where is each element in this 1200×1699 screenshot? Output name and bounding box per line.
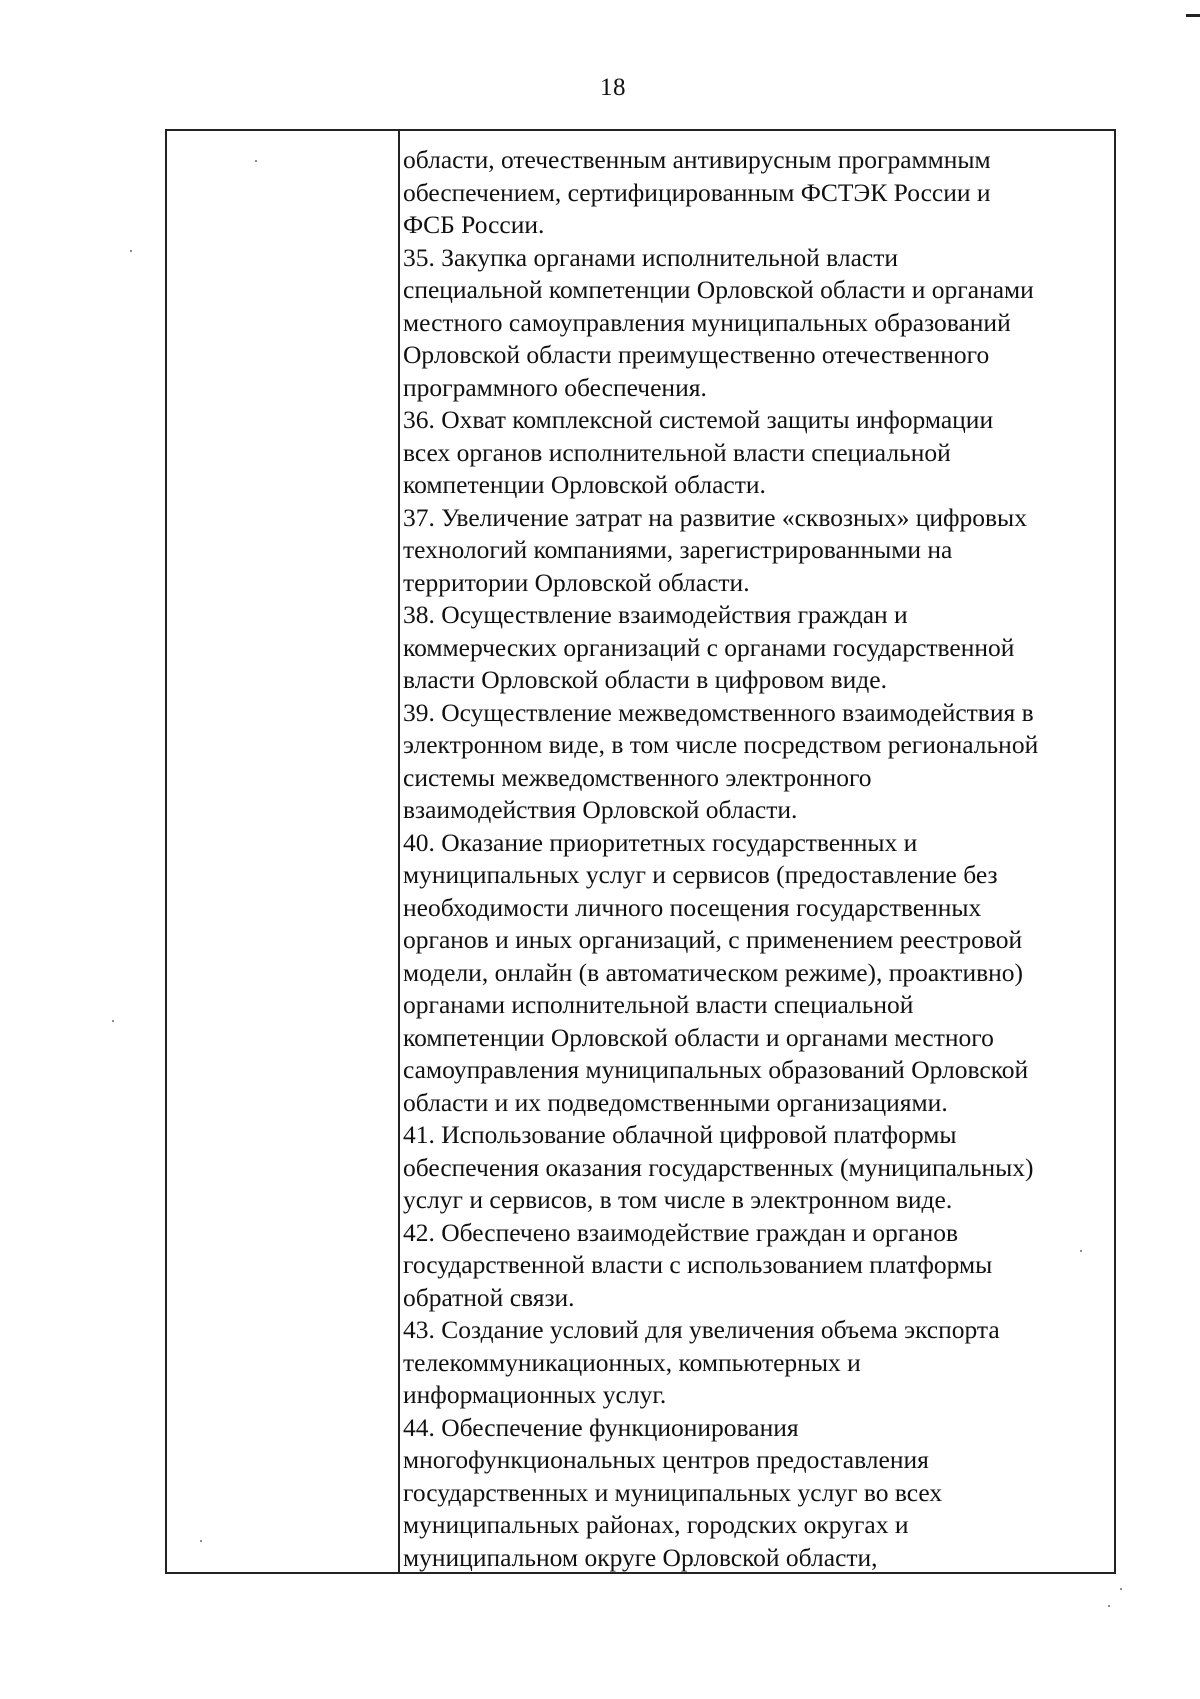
text-line: власти Орловской области в цифровом виде. (403, 665, 887, 694)
text-line: местного самоуправления муниципальных образований (403, 307, 1011, 337)
text-line: 36. Охват комплексной системой защиты информации (403, 405, 994, 434)
text-line: области, отечественным антивирусным программным (403, 145, 991, 174)
scan-speck (255, 160, 257, 162)
text-line: ФСБ России. (403, 210, 545, 239)
text-line: специальной компетенции Орловской области и органами (403, 275, 1034, 304)
text-line: 37. Увеличение затрат на развитие «сквозных» цифровых (403, 502, 1027, 532)
text-line: всех органов исполнительной власти специальной (403, 437, 951, 467)
text-line: 44. Обеспечение функционирования (403, 1412, 799, 1442)
text-line: 39. Осуществление межведомственного взаимодействия в (403, 697, 1034, 727)
text-line: 40. Оказание приоритетных государственных и (403, 827, 918, 857)
text-line: 38. Осуществление взаимодействия граждан и (403, 600, 908, 629)
text-line: обратной связи. (403, 1282, 575, 1312)
scan-speck (200, 1540, 202, 1542)
text-line: муниципальном округе Орловской области, (403, 1542, 878, 1572)
text-line: необходимости личного посещения государственных (403, 892, 982, 922)
table-right-column (400, 131, 1114, 1572)
scan-speck (1120, 1588, 1122, 1590)
text-line: государственных и муниципальных услуг во всех (403, 1477, 943, 1507)
text-line: электронном виде, в том числе посредством региональной (403, 730, 1039, 759)
text-line: органов и иных организаций, с применением реестровой (403, 925, 1023, 954)
text-line: многофункциональных центров предоставления (403, 1445, 929, 1474)
text-line: обеспечением, сертифицированным ФСТЭК России и (403, 177, 991, 207)
text-line: коммерческих организаций с органами государственной (403, 632, 1015, 662)
text-line: взаимодействия Орловской области. (403, 795, 798, 824)
text-line: информационных услуг. (403, 1380, 667, 1409)
text-line: органами исполнительной власти специальной (403, 990, 914, 1019)
text-line: технологий компаниями, зарегистрированными на (403, 535, 953, 564)
text-line: услуг и сервисов, в том числе в электронном виде. (403, 1185, 953, 1214)
scan-speck (1080, 1250, 1082, 1252)
text-line: модели, онлайн (в автоматическом режиме), проактивно) (403, 957, 1024, 987)
scan-speck (130, 250, 132, 252)
text-line: компетенции Орловской области и органами местного (403, 1022, 994, 1052)
text-line: программного обеспечения. (403, 372, 707, 402)
scan-edge-mark (1186, 14, 1200, 17)
document-table (165, 129, 1116, 1574)
text-line: компетенции Орловской области. (403, 470, 766, 499)
text-line: области и их подведомственными организациями. (403, 1087, 948, 1117)
text-line: территории Орловской области. (403, 567, 750, 597)
text-line: 35. Закупка органами исполнительной власти (403, 242, 898, 272)
page-number: 18 (600, 74, 626, 101)
scan-speck (1108, 1605, 1110, 1607)
text-line: государственной власти с использованием платформы (403, 1250, 993, 1279)
text-line: 41. Использование облачной цифровой платформы (403, 1120, 957, 1149)
text-line: муниципальных услуг и сервисов (предоставление без (403, 860, 998, 889)
text-line: 43. Создание условий для увеличения объема экспорта (403, 1315, 1000, 1344)
scan-speck (112, 1020, 114, 1022)
text-line: системы межведомственного электронного (403, 762, 872, 792)
text-line: Орловской области преимущественно отечественного (403, 340, 990, 369)
text-line: 42. Обеспечено взаимодействие граждан и органов (403, 1217, 959, 1247)
table-left-column (167, 131, 400, 1572)
text-line: обеспечения оказания государственных (муниципальных) (403, 1152, 1034, 1182)
text-line: муниципальных районах, городских округах и (403, 1510, 909, 1539)
text-line: самоуправления муниципальных образований Орловской (403, 1055, 1029, 1084)
text-line: телекоммуникационных, компьютерных и (403, 1347, 861, 1377)
